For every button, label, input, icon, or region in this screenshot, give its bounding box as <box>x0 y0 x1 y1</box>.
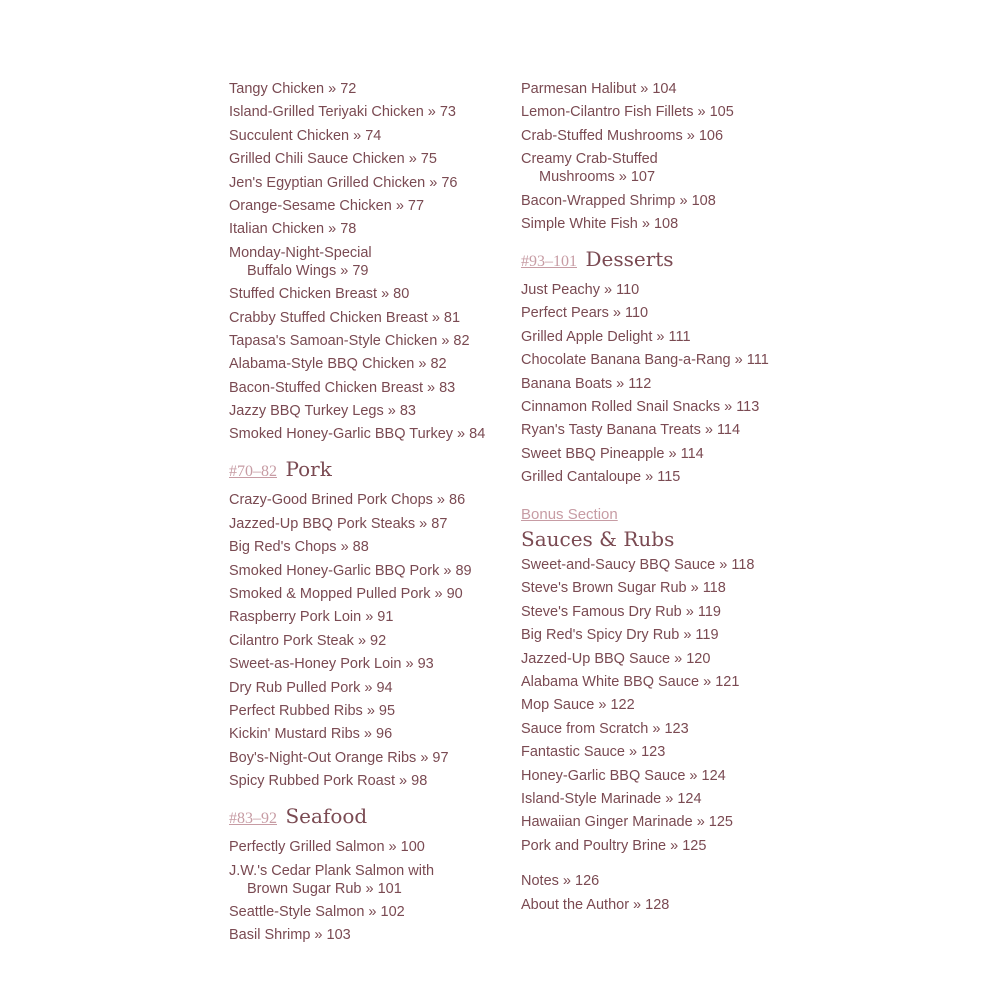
pork-entries <box>229 491 509 790</box>
toc-entry-text: Steve's Brown Sugar Rub » 118 <box>521 580 726 597</box>
toc-entry-text: Jazzed-Up BBQ Sauce » 120 <box>521 650 711 667</box>
toc-entry <box>521 328 821 346</box>
toc-entry <box>229 425 509 443</box>
spacer <box>521 860 821 872</box>
toc-entry-text: Cinnamon Rolled Snail Snacks » 113 <box>521 398 760 415</box>
toc-entry-text: Ryan's Tasty Banana Treats » 114 <box>521 422 741 439</box>
toc-entry-text: Island-Grilled Teriyaki Chicken » 73 <box>229 104 457 121</box>
toc-entry-text: Cilantro Pork Steak » 92 <box>229 632 387 649</box>
toc-entry <box>521 896 821 914</box>
toc-entry <box>229 725 509 743</box>
toc-entry <box>229 244 509 280</box>
toc-entry-text: Crazy-Good Brined Pork Chops » 86 <box>229 492 466 509</box>
toc-entry-text: Crab-Stuffed Mushrooms » 106 <box>521 127 724 144</box>
toc-entry-text: Sweet-as-Honey Pork Loin » 93 <box>229 656 434 673</box>
toc-entry-text: Smoked Honey-Garlic BBQ Turkey » 84 <box>229 426 486 443</box>
toc-entry-text: Italian Chicken » 78 <box>229 221 357 238</box>
toc-entry <box>521 650 821 668</box>
toc-entry <box>229 379 509 397</box>
toc-entry-text: Perfect Pears » 110 <box>521 305 649 322</box>
toc-entry-text: Tangy Chicken » 72 <box>229 81 357 97</box>
toc-entry-text: Orange-Sesame Chicken » 77 <box>229 197 425 214</box>
toc-entry <box>229 197 509 215</box>
toc-entry-text: Hawaiian Ginger Marinade » 125 <box>521 814 733 831</box>
toc-entry-text: Lemon-Cilantro Fish Fillets » 105 <box>521 104 734 121</box>
toc-entry <box>521 813 821 831</box>
toc-entry <box>229 127 509 145</box>
toc-entry-text: J.W.'s Cedar Plank Salmon with <box>229 862 435 879</box>
toc-entry-text: Jazzy BBQ Turkey Legs » 83 <box>229 403 416 420</box>
toc-entry <box>521 215 821 233</box>
toc-entry <box>229 838 509 856</box>
toc-entry-text: Bacon-Stuffed Chicken Breast » 83 <box>229 379 456 396</box>
toc-entry-text: Boy's-Night-Out Orange Ribs » 97 <box>229 749 449 766</box>
toc-entry <box>229 903 509 921</box>
toc-entry <box>521 673 821 691</box>
toc-entry <box>521 743 821 761</box>
toc-entry <box>521 790 821 808</box>
section-heading-pork <box>229 457 509 484</box>
toc-entry <box>229 285 509 303</box>
toc-entry-text: Bacon-Wrapped Shrimp » 108 <box>521 192 716 209</box>
toc-entry <box>229 862 509 898</box>
toc-entry <box>229 679 509 697</box>
toc-entry-text: Seattle-Style Salmon » 102 <box>229 903 405 920</box>
toc-entry <box>229 585 509 603</box>
toc-entry <box>229 702 509 720</box>
section-heading-desserts <box>521 247 821 274</box>
toc-entry-text: Simple White Fish » 108 <box>521 215 679 232</box>
toc-entry-text: Fantastic Sauce » 123 <box>521 744 666 761</box>
toc-entry <box>521 103 821 121</box>
toc-entry <box>229 632 509 650</box>
toc-entry-text-continued: Buffalo Wings » 79 <box>247 262 369 279</box>
toc-entry <box>521 281 821 299</box>
toc-entry <box>229 562 509 580</box>
toc-entry-text-continued: Brown Sugar Rub » 101 <box>247 880 402 897</box>
seafood-continued-entries <box>521 80 821 233</box>
toc-entry <box>229 608 509 626</box>
toc-entry <box>229 332 509 350</box>
toc-entry-text: Stuffed Chicken Breast » 80 <box>229 286 410 303</box>
toc-entry <box>229 772 509 790</box>
toc-entry-text: Banana Boats » 112 <box>521 375 652 392</box>
toc-left-column <box>229 80 509 950</box>
toc-entry-text: Perfect Rubbed Ribs » 95 <box>229 702 396 719</box>
section-heading-seafood <box>229 804 509 831</box>
toc-entry-text: Sweet-and-Saucy BBQ Sauce » 118 <box>521 557 755 574</box>
toc-entry <box>229 174 509 192</box>
toc-entry-text: Just Peachy » 110 <box>521 281 640 298</box>
toc-entry <box>521 872 821 890</box>
toc-entry <box>521 556 821 574</box>
chicken-entries <box>229 80 509 443</box>
seafood-entries <box>229 838 509 944</box>
toc-entry-text: Grilled Apple Delight » 111 <box>521 328 691 345</box>
toc-entry-text: Honey-Garlic BBQ Sauce » 124 <box>521 767 726 784</box>
toc-entry <box>521 696 821 714</box>
toc-entry-text: Pork and Poultry Brine » 125 <box>521 837 707 854</box>
bonus-section-label: Bonus Section <box>521 506 618 524</box>
toc-entry-text: Creamy Crab-Stuffed <box>521 151 658 168</box>
toc-entry <box>521 579 821 597</box>
section-title-pork: Pork <box>285 457 332 482</box>
toc-entry <box>229 491 509 509</box>
toc-entry-text: Smoked Honey-Garlic BBQ Pork » 89 <box>229 562 472 579</box>
toc-entry <box>229 515 509 533</box>
toc-entry <box>521 150 821 186</box>
toc-entry-text: Sauce from Scratch » 123 <box>521 720 689 737</box>
toc-entry <box>229 926 509 944</box>
toc-entry-text: Sweet BBQ Pineapple » 114 <box>521 445 704 462</box>
toc-entry <box>521 626 821 644</box>
toc-entry <box>521 767 821 785</box>
toc-entry <box>521 603 821 621</box>
toc-entry-text: Perfectly Grilled Salmon » 100 <box>229 839 425 856</box>
toc-entry-text: About the Author » 128 <box>521 896 670 913</box>
toc-entry-text: Alabama-Style BBQ Chicken » 82 <box>229 356 447 373</box>
toc-entry <box>521 720 821 738</box>
toc-entry <box>521 468 821 486</box>
toc-entry <box>229 538 509 556</box>
toc-entry <box>521 192 821 210</box>
toc-entry-text: Notes » 126 <box>521 873 600 890</box>
toc-entry-text-continued: Mushrooms » 107 <box>539 169 656 186</box>
toc-entry <box>229 150 509 168</box>
sauces-entries <box>521 556 821 855</box>
toc-entry <box>229 80 509 98</box>
section-heading-sauces <box>521 506 821 552</box>
toc-entry-text: Crabby Stuffed Chicken Breast » 81 <box>229 309 461 326</box>
back-matter-entries <box>521 872 821 913</box>
section-title-seafood: Seafood <box>285 804 368 829</box>
toc-entry-text: Grilled Chili Sauce Chicken » 75 <box>229 151 437 168</box>
toc-entry <box>521 304 821 322</box>
toc-entry <box>521 127 821 145</box>
toc-entry-text: Parmesan Halibut » 104 <box>521 81 677 97</box>
toc-entry <box>229 220 509 238</box>
toc-entry-text: Raspberry Pork Loin » 91 <box>229 609 394 626</box>
toc-entry-text: Chocolate Banana Bang-a-Rang » 111 <box>521 352 769 369</box>
section-title-sauces: Sauces & Rubs <box>521 527 675 552</box>
toc-entry <box>521 80 821 98</box>
toc-entry-text: Monday-Night-Special <box>229 244 372 261</box>
toc-entry-text: Big Red's Spicy Dry Rub » 119 <box>521 627 719 644</box>
toc-entry-text: Jen's Egyptian Grilled Chicken » 76 <box>229 174 458 191</box>
toc-entry <box>229 355 509 373</box>
toc-entry <box>521 375 821 393</box>
toc-entry <box>521 421 821 439</box>
toc-entry-text: Grilled Cantaloupe » 115 <box>521 469 681 486</box>
section-range-seafood: #83–92 <box>229 810 277 828</box>
section-title-desserts: Desserts <box>585 246 674 271</box>
desserts-entries <box>521 281 821 486</box>
toc-entry-text: Steve's Famous Dry Rub » 119 <box>521 603 721 620</box>
toc-entry <box>521 398 821 416</box>
toc-entry-text: Smoked & Mopped Pulled Pork » 90 <box>229 586 463 603</box>
toc-right-column <box>521 80 821 919</box>
toc-entry <box>229 103 509 121</box>
toc-entry <box>521 351 821 369</box>
toc-entry-text: Dry Rub Pulled Pork » 94 <box>229 679 393 696</box>
section-range-desserts: #93–101 <box>521 252 577 270</box>
toc-entry <box>229 402 509 420</box>
toc-entry-text: Tapasa's Samoan-Style Chicken » 82 <box>229 332 470 349</box>
toc-entry <box>229 655 509 673</box>
toc-entry-text: Island-Style Marinade » 124 <box>521 790 702 807</box>
toc-entry-text: Basil Shrimp » 103 <box>229 927 351 944</box>
toc-entry <box>229 749 509 767</box>
toc-entry-text: Big Red's Chops » 88 <box>229 539 369 556</box>
toc-entry <box>521 837 821 855</box>
toc-entry-text: Jazzed-Up BBQ Pork Steaks » 87 <box>229 515 448 532</box>
toc-entry <box>521 445 821 463</box>
toc-entry <box>229 309 509 327</box>
toc-entry-text: Spicy Rubbed Pork Roast » 98 <box>229 773 428 790</box>
section-range-pork: #70–82 <box>229 463 277 481</box>
toc-entry-text: Kickin' Mustard Ribs » 96 <box>229 726 393 743</box>
toc-entry-text: Succulent Chicken » 74 <box>229 127 382 144</box>
toc-entry-text: Mop Sauce » 122 <box>521 697 635 714</box>
toc-entry-text: Alabama White BBQ Sauce » 121 <box>521 674 740 691</box>
